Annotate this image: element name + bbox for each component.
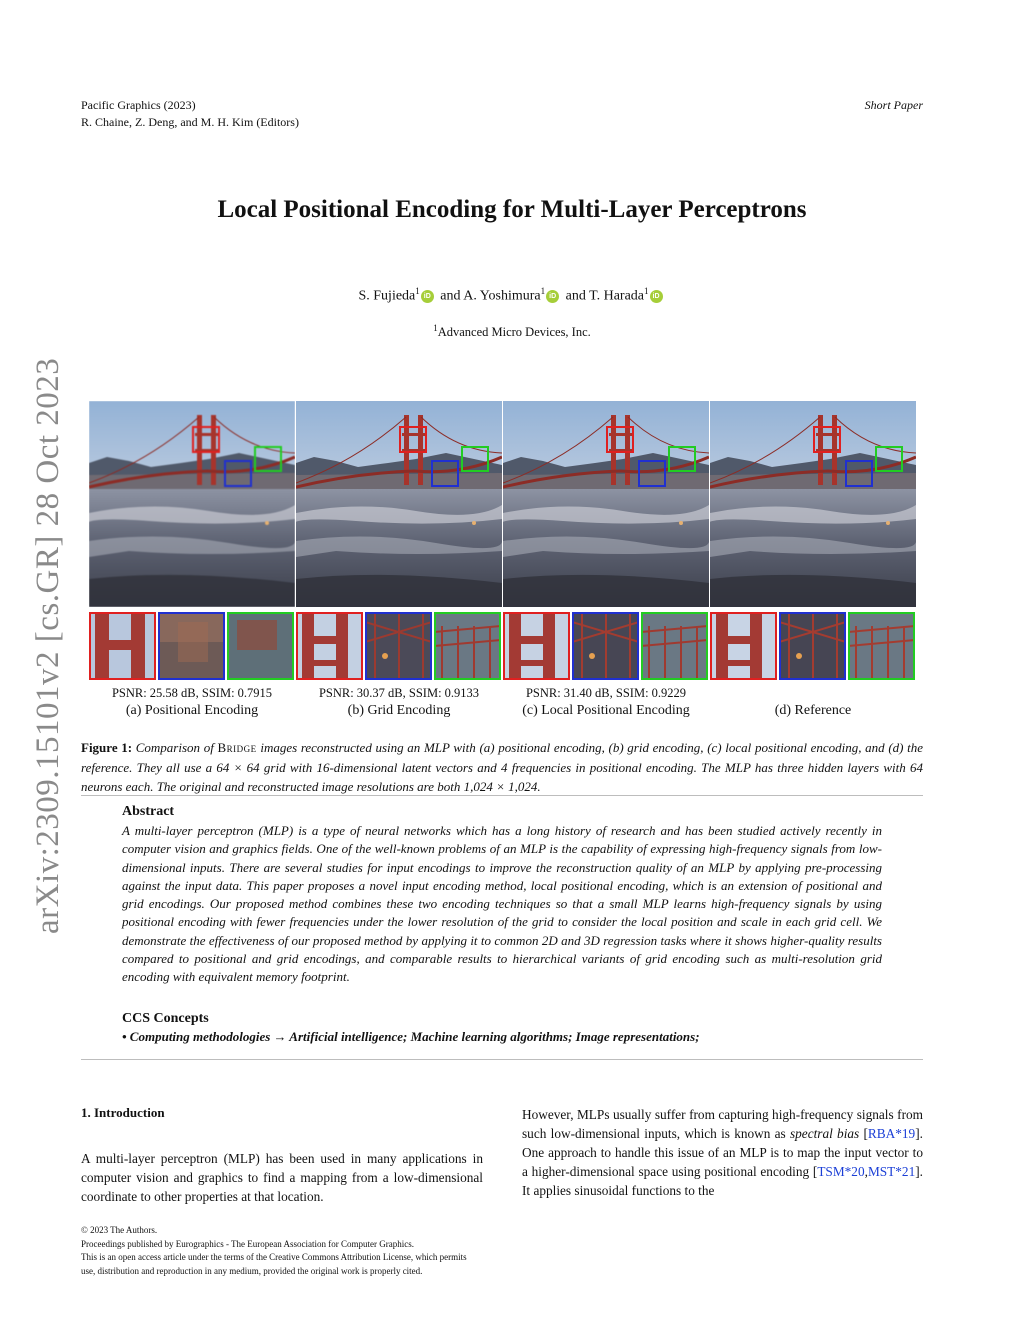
running-header [81, 97, 299, 131]
figure-panel-a [89, 401, 295, 718]
crop-blue-b [365, 612, 432, 680]
intro-right-column: However, MLPs usually suffer from capturing high-frequency signals from such low-dimensional inputs, which is known as spectral bias [RBA*19]. One approach to handle this issue of an MLP is to map the input vector to a higher-dimensional space using positional encoding [TSM*20,MST*21]. It applies sinusoidal functions to the [522, 1107, 923, 1198]
crop-blue-d [779, 612, 846, 680]
crop-green-b [434, 612, 501, 680]
ccs-heading: CCS Concepts [122, 1011, 209, 1026]
psnr-b: PSNR: 30.37 dB, SSIM: 0.9133 [318, 686, 480, 700]
figure-panel-c [503, 401, 709, 718]
citation-link[interactable]: MST*21 [867, 1164, 916, 1179]
crop-red-a [89, 612, 156, 680]
label-d: (d) Reference [774, 703, 852, 718]
label-c: (c) Local Positional Encoding [522, 703, 690, 718]
authors: S. Fujieda$^1$iD and A. Yoshimura$^1$iD and T. Harada$^1$iD [0, 286, 1024, 305]
crop-green-d [848, 612, 915, 680]
author-2: and A. Yoshimura [436, 288, 541, 304]
abstract-text: A multi-layer perceptron (MLP) is a type of neural networks which has a long history of research and has been studied actively recently in computer vision and graphics fields. One of the well-known problems of an MLP is the capability of expressing high-frequency signals from low-dimensional inputs. There are several studies for input encodings to improve the reconstruction quality of an MLP by applying pre-processing against the input data. This paper proposes a novel input encoding method, local positional encoding, which is an extension of positional and grid encodings. Our proposed method combines these two encoding techniques so that a small MLP learns high-frequency signals by using positional encoding with fewer frequencies under the lower resolution of the grid to consider the local position and scale in each grid cell. We demonstrate the effectiveness of our proposed method by applying it to common 2D and 3D regression tasks where it shows higher-quality results compared to positional and grid encodings, and comparable results to hierarchical variants of grid encoding such as multi-resolution grid encoding with equivalent memory footprint. [122, 823, 882, 985]
zoom-crops-b [296, 612, 502, 682]
bridge-image-a [89, 401, 295, 607]
editors: R. Chaine, Z. Deng, and M. H. Kim (Editors) [81, 115, 299, 129]
crop-green-a [227, 612, 294, 680]
orcid-icon[interactable]: iD [650, 290, 663, 303]
crop-blue-c [572, 612, 639, 680]
citation-link[interactable]: TSM*20 [817, 1164, 865, 1179]
bridge-image-c [503, 401, 709, 607]
zoom-crops-c [503, 612, 709, 682]
zoom-crops-d [710, 612, 916, 682]
label-b: (b) Grid Encoding [347, 703, 451, 718]
bridge-image-b [296, 401, 502, 607]
abstract-heading: Abstract [122, 804, 175, 819]
figure-caption: Figure 1: Comparison of Bridge images reconstructed using an MLP with (a) positional encoding, (b) grid encoding, (c) local positional encoding, and (d) the reference. They all use a 64 × 64 grid with 16-dimensional latent vectors and 4 frequencies in positional encoding. The MLP has three hidden layers with 64 neurons each. The original and reconstructed image resolutions are both 1,024 × 1,024. [81, 740, 924, 794]
paper-title: Local Positional Encoding for Multi-Layer Perceptrons [217, 196, 807, 223]
figure-panel-d [710, 401, 916, 718]
ccs-text: • Computing methodologies → Artificial intelligence; Machine learning algorithms; Image representations; [122, 1029, 700, 1044]
crop-green-c [641, 612, 708, 680]
citation-link[interactable]: RBA*19 [867, 1126, 916, 1141]
arxiv-stamp: arXiv:2309.15101v2 [cs.GR] 28 Oct 2023 [30, 357, 66, 934]
zoom-crops-a [89, 612, 295, 682]
crop-red-d [710, 612, 777, 680]
bridge-image-d [710, 401, 916, 607]
psnr-c: PSNR: 31.40 dB, SSIM: 0.9229 [525, 686, 687, 700]
label-a: (a) Positional Encoding [125, 703, 259, 718]
section-heading: 1. Introduction [81, 1105, 165, 1120]
crop-blue-a [158, 612, 225, 680]
orcid-icon[interactable]: iD [421, 290, 434, 303]
divider [81, 1059, 923, 1060]
orcid-icon[interactable]: iD [546, 290, 559, 303]
psnr-a: PSNR: 25.58 dB, SSIM: 0.7915 [111, 686, 273, 700]
author-1: S. Fujieda [358, 288, 416, 304]
author-3: and T. Harada [562, 288, 645, 304]
venue: Pacific Graphics (2023) [81, 98, 196, 112]
paper-type: Short Paper [864, 98, 923, 112]
figure-panel-b [296, 401, 502, 718]
crop-red-c [503, 612, 570, 680]
divider [81, 795, 923, 796]
intro-left-column: A multi-layer perceptron (MLP) has been used in many applications in computer vision and graphics to find a mapping from a low-dimensional coordinate to other properties at that location. [81, 1151, 483, 1204]
caption-label: Figure 1: [81, 740, 133, 755]
affiliation: $^1$Advanced Micro Devices, Inc. [433, 323, 591, 340]
crop-red-b [296, 612, 363, 680]
copyright-footnote: © 2023 The Authors. Proceedings published by Eurographics - The European Association for Computer Graphics. This is an open access article under the terms of the Creative Commons Attribution License, which permits use, distribution and reproduction in any medium, provided the original work is properly cited. [81, 1225, 467, 1276]
